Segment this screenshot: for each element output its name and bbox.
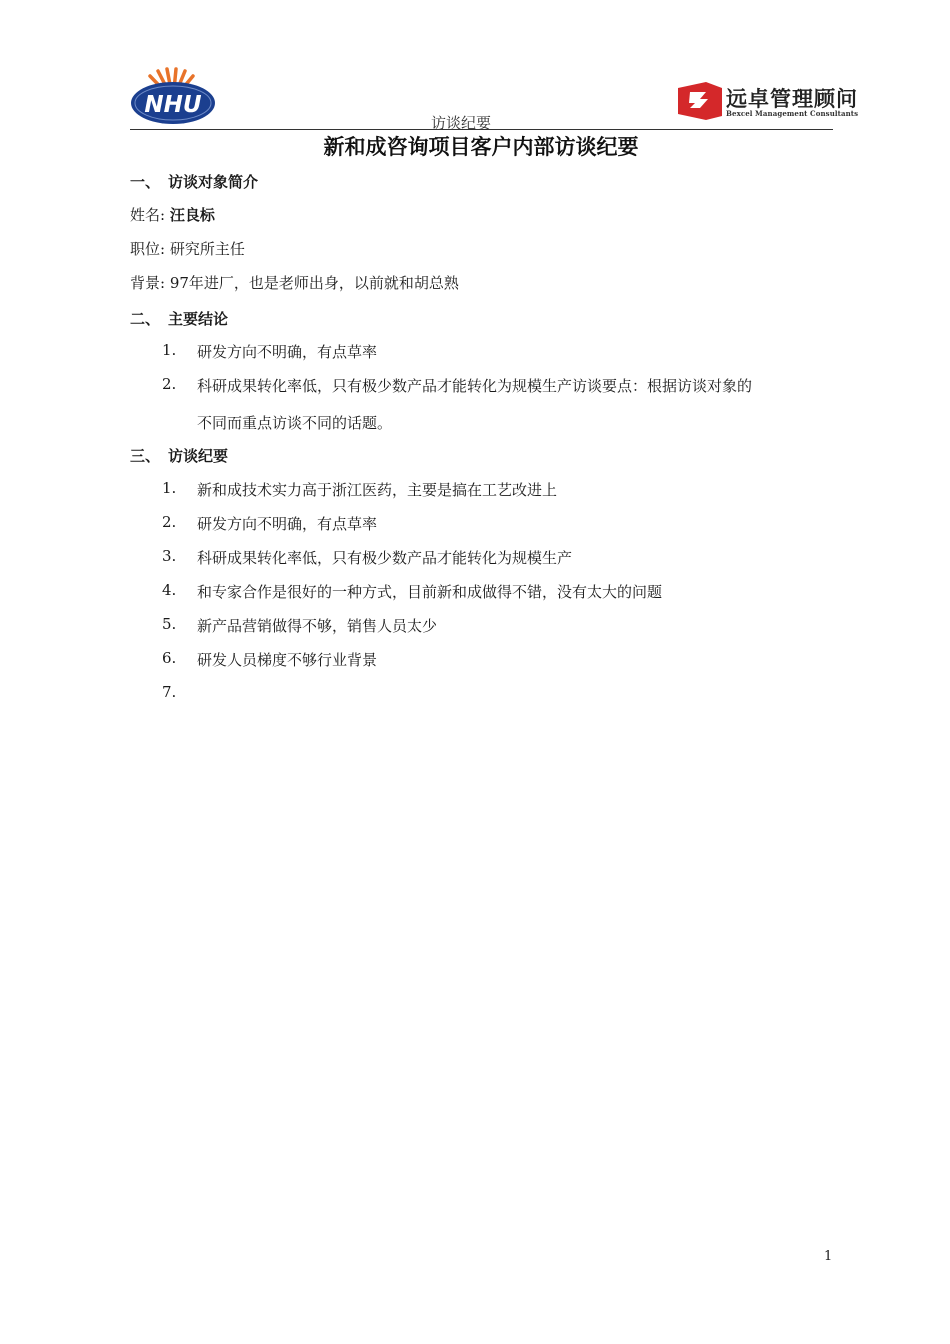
document-title: 新和成咨询项目客户内部访谈纪要 bbox=[323, 134, 639, 159]
list-item-number: 1. bbox=[162, 341, 177, 359]
page-number: 1 bbox=[824, 1249, 833, 1264]
section-label: 主要结论 bbox=[168, 310, 229, 328]
field-value: 97年进厂，也是老师出身，以前就和胡总熟 bbox=[169, 274, 459, 292]
nhu-logo-text: NHU bbox=[144, 92, 202, 118]
section-number: 三、 bbox=[130, 447, 161, 465]
section-heading-1 bbox=[130, 171, 258, 192]
field-label: 职位: bbox=[130, 240, 166, 258]
list-item-text: 研发人员梯度不够行业背景 bbox=[197, 651, 378, 669]
section-heading-2 bbox=[130, 308, 228, 329]
section-label: 访谈对象简介 bbox=[168, 173, 259, 191]
field-value: 汪良标 bbox=[169, 206, 215, 224]
list-item-number: 7. bbox=[162, 683, 177, 701]
list-item-text: 新产品营销做得不够，销售人员太少 bbox=[197, 617, 438, 635]
list-item-number: 4. bbox=[162, 581, 177, 599]
list-item-text: 科研成果转化率低，只有极少数产品才能转化为规模生产访谈要点：根据访谈对象的 bbox=[197, 377, 753, 395]
list-item-number: 1. bbox=[162, 479, 177, 497]
list-item-text: 研发方向不明确，有点草率 bbox=[197, 343, 378, 361]
field-value: 研究所主任 bbox=[169, 240, 245, 258]
bexcel-logo-name: 远卓管理顾问 bbox=[726, 86, 858, 111]
list-item-text: 研发方向不明确，有点草率 bbox=[197, 515, 378, 533]
section-number: 一、 bbox=[130, 173, 161, 191]
field-position bbox=[130, 238, 245, 259]
list-item-number: 6. bbox=[162, 649, 177, 667]
list-item-number: 2. bbox=[162, 513, 177, 531]
section-label: 访谈纪要 bbox=[168, 447, 229, 465]
bexcel-logo-en: Bexcel Management Consultants bbox=[726, 109, 859, 118]
field-name bbox=[130, 204, 215, 225]
list-item-text: 和专家合作是很好的一种方式，目前新和成做得不错，没有太大的问题 bbox=[197, 583, 663, 601]
section-heading-3 bbox=[130, 445, 228, 466]
list-item-continuation: 不同而重点访谈不同的话题。 bbox=[197, 414, 393, 432]
field-label: 背景: bbox=[130, 274, 166, 292]
header-divider bbox=[130, 129, 833, 130]
list-item-number: 3. bbox=[162, 547, 177, 565]
field-background bbox=[130, 272, 459, 293]
list-item-text: 新和成技术实力高于浙江医药，主要是搞在工艺改进上 bbox=[197, 481, 558, 499]
page-header-text: 访谈纪要 bbox=[430, 114, 491, 132]
list-item-number: 2. bbox=[162, 375, 177, 393]
list-item-number: 5. bbox=[162, 615, 177, 633]
section-number: 二、 bbox=[130, 310, 161, 328]
list-item-text: 科研成果转化率低，只有极少数产品才能转化为规模生产 bbox=[197, 549, 573, 567]
field-label: 姓名: bbox=[130, 206, 166, 224]
